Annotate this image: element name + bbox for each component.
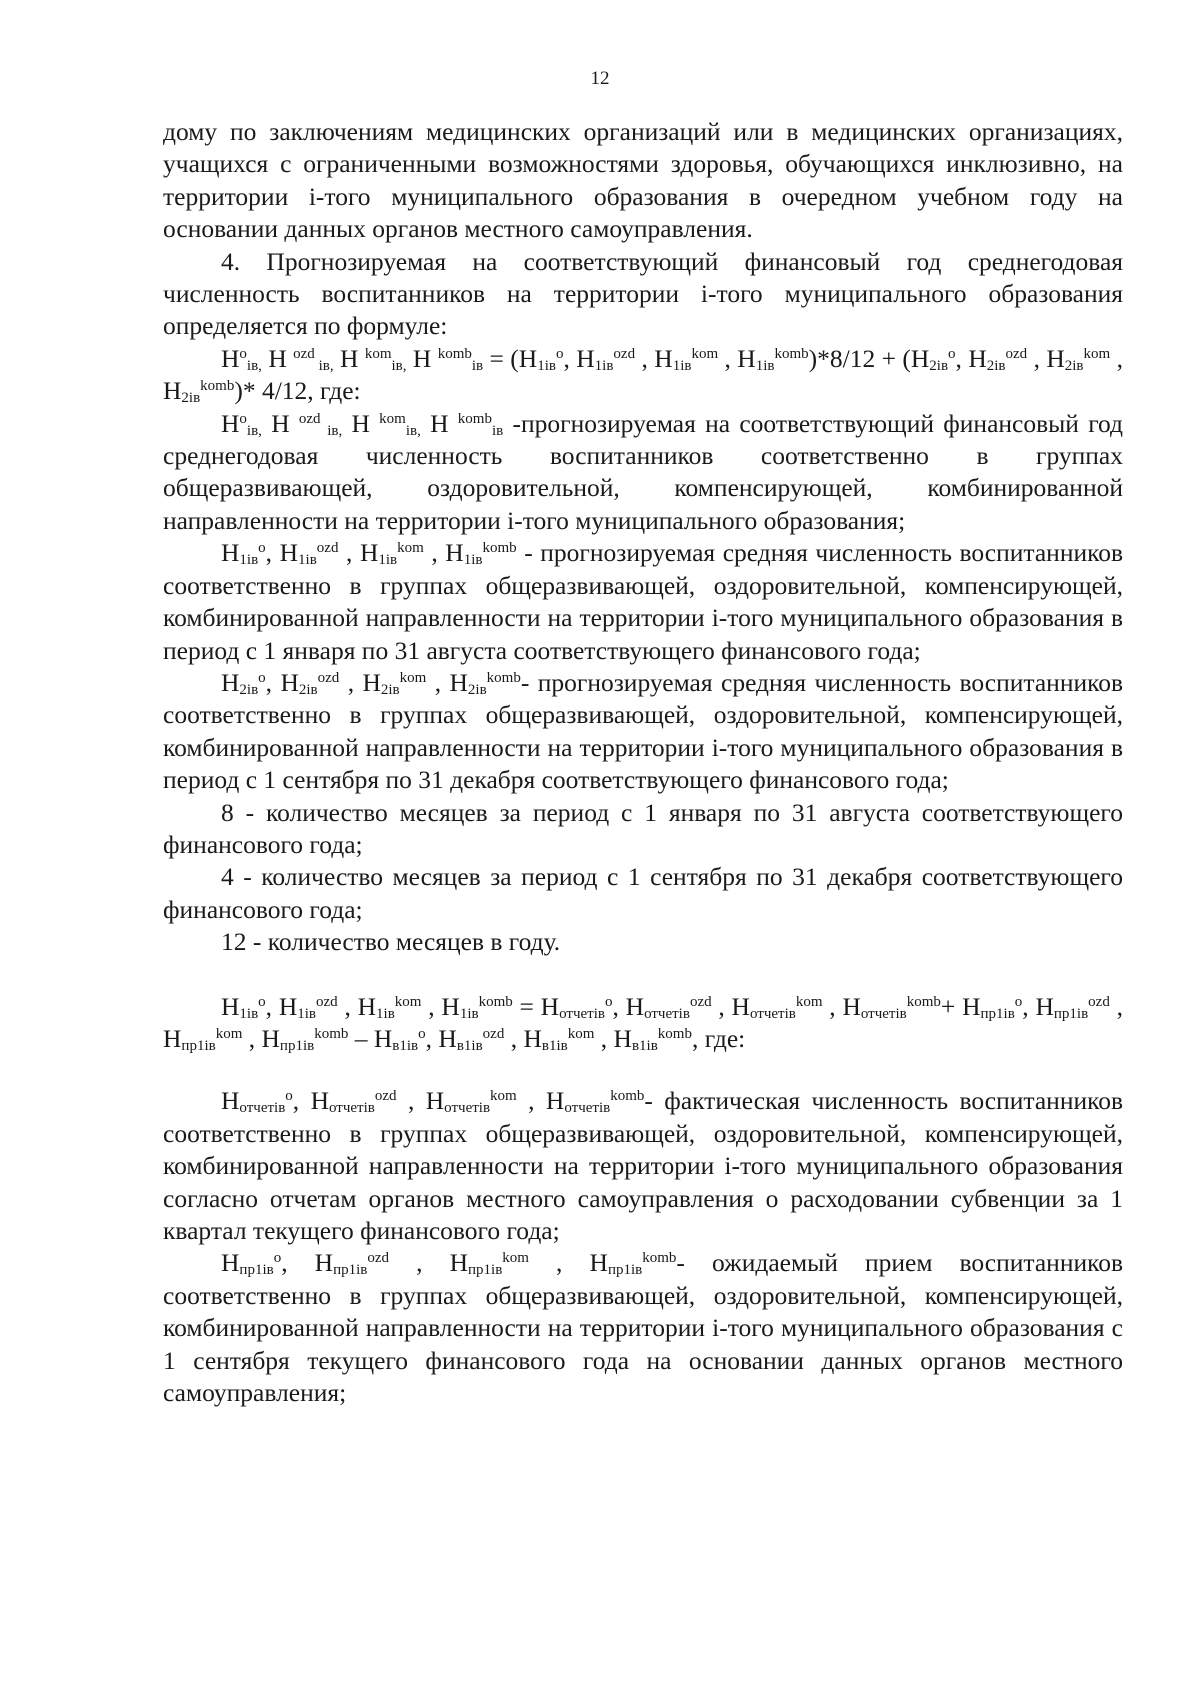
document-body <box>163 116 1123 1409</box>
definition-actual-count: $Н_{отчетiв}^о$, $Н_{отчетiв}^{ozd}$ , $Н_{отчетiв}^{kom}$ , $Н_{отчетiв}^{komb}-$ фактическая численность воспитанников соответственно в группах общеразвивающей, оздоровительной, компенсирующей, комбинированной направленности на территории i-того муниципального образования согласно отчетам органов местного самоуправления о расходовании субвенции за 1 квартал текущего финансового года; <box>163 1086 1124 1245</box>
formula-annual-average: $Н^о_{iв,}$ Н $^{ozd}$ $_{iв,}$ Н $^{kom}_{iв,}$ Н $^{komb}_{iв} = (Н_{1iв}^о$, $Н_{1iв}^{ozd}$ , $Н_{1iв}^{kom}$ , $Н_{1iв}^{komb})*8/12 + (Н_{2iв}^о$, $Н_{2iв}^{ozd}$ , $Н_{2iв}^{kom}$ , $Н_{2iв}^{komb})*$ 4/12, где: <box>163 343 1123 407</box>
formula-jan-aug: $Н_{1iв}^о$, $Н_{1iв}^{ozd}$ , $Н_{1iв}^{kom}$ , $Н_{1iв}^{komb} = Н_{отчетiв}^о$, $Н_{отчетiв}^{ozd}$ , $Н_{отчетiв}^{kom}$ , $Н_{отчетiв}^{komb}+ Н_{пр1iв}^о$, $Н_{пр1iв}^{ozd}$ , $Н_{пр1iв}^{kom}$ , $Н_{пр1iв}^{komb} - Н_{в1iв}^о$, $Н_{в1iв}^{ozd}$ , $Н_{в1iв}^{kom}$ , $Н_{в1iв}^{komb}$, где: <box>163 991 1123 1054</box>
definition-8-months: 8 - количество месяцев за период с 1 января по 31 августа соответствующего финансового года; <box>163 797 1123 859</box>
paragraph-intro: дому по заключениям медицинских организаций или в медицинских организациях, учащихся с ограниченными возможностями здоровья, обучающихся инклюзивно, на территории i-того муниципального образования в очередном учебном году на основании данных органов местного самоуправления. <box>163 117 1123 244</box>
definition-jan-aug: $Н_{1iв}^о$, $Н_{1iв}^{ozd}$ , $Н_{1iв}^{kom}$ , $Н_{1iв}^{komb}$ - прогнозируемая средняя численность воспитанников соответственно в группах общеразвивающей, оздоровительной, компенсирующей, комбинированной направленности на территории i-того муниципального образования в период с 1 января по 31 августа соответствующего финансового года; <box>163 538 1124 665</box>
definition-4-months: 4 - количество месяцев за период с 1 сентября по 31 декабря соответствующего финансового года; <box>163 862 1123 924</box>
paragraph-4: 4. Прогнозируемая на соответствующий финансовый год среднегодовая численность воспитанников на территории i-того муниципального образования определяется по формуле: <box>163 246 1123 341</box>
page-number: 12 <box>590 68 610 89</box>
definition-12-months: 12 - количество месяцев в году. <box>221 927 561 957</box>
definition-annual-average: $Н^о_{iв,}$ Н $^{ozd}$ $_{iв,}$ Н $^{kom}_{iв,}$ Н $^{komb}_{iв}$ -прогнозируемая на соответствующий финансовый год среднегодовая численность воспитанников соответственно в группах общеразвивающей, оздоровительной, компенсирующей, комбинированной направленности на территории i-того муниципального образования; <box>163 408 1124 535</box>
definition-sep-dec: $Н_{2iв}^о$, $Н_{2iв}^{ozd}$ , $Н_{2iв}^{kom}$ , $Н_{2iв}^{komb}-$ прогнозируемая средняя численность воспитанников соответственно в группах общеразвивающей, оздоровительной, компенсирующей, комбинированной направленности на территории i-того муниципального образования в период с 1 сентября по 31 декабря соответствующего финансового года; <box>163 667 1123 795</box>
definition-expected-intake: $Н_{пр1iв}^о$, $Н_{пр1iв}^{ozd}$ , $Н_{пр1iв}^{kom}$ , $Н_{пр1iв}^{komb}-$ ожидаемый прием воспитанников соответственно в группах общеразвивающей, оздоровительной, компенсирующей, комбинированной направленности на территории i-того муниципального образования с 1 сентября текущего финансового года на основании данных органов местного самоуправления; <box>163 1248 1124 1408</box>
